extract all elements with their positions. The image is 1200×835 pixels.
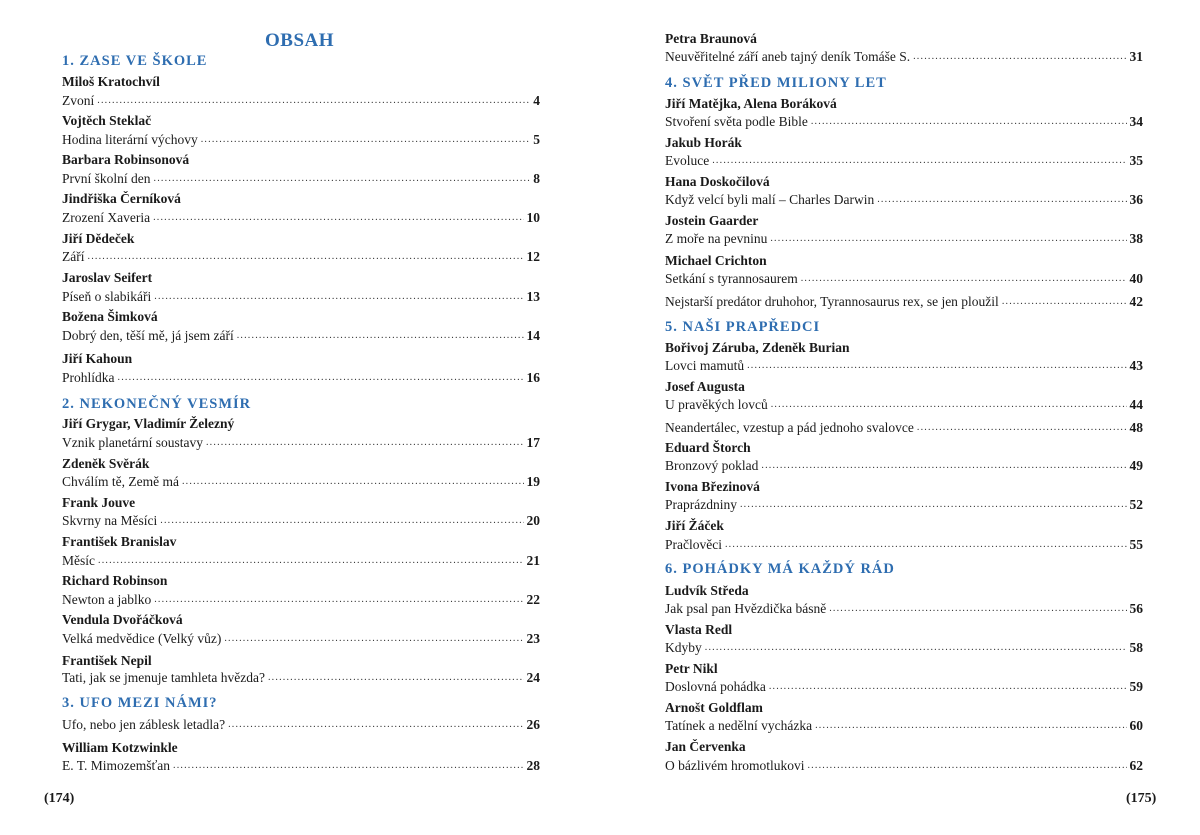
toc-entry [665, 497, 1143, 513]
author-name: Jaroslav Seifert [62, 270, 153, 285]
toc-entry [665, 49, 1143, 65]
author-name: Vojtěch Steklač [62, 113, 152, 128]
toc-entry [62, 435, 540, 451]
dot-leader [206, 435, 524, 451]
page-number-left: (174) [44, 791, 75, 806]
entry-page-number: 34 [1129, 114, 1143, 129]
toc-entry [665, 271, 1143, 287]
section-heading: 2. NEKONEČNÝ VESMÍR [62, 396, 252, 412]
toc-entry [665, 420, 1143, 436]
toc-entry [62, 592, 540, 608]
entry-title: Stvoření světa podle Bible [665, 114, 808, 129]
entry-title: Neandertálec, vzestup a pád jednoho svalovce [665, 420, 914, 435]
section-heading: 3. UFO MEZI NÁMI? [62, 695, 218, 711]
entry-page-number: 38 [1129, 231, 1143, 246]
dot-leader [877, 192, 1126, 208]
entry-page-number: 40 [1129, 271, 1143, 286]
author-name: Jiří Žáček [665, 518, 724, 533]
dot-leader [771, 397, 1127, 413]
toc-entry [665, 294, 1143, 310]
toc-entry [665, 640, 1143, 656]
toc-entry [665, 114, 1143, 130]
entry-page-number: 13 [526, 289, 540, 304]
toc-entry [62, 370, 540, 386]
toc-entry [665, 192, 1143, 208]
dot-leader [224, 631, 523, 647]
entry-page-number: 35 [1129, 153, 1143, 168]
author-name: Eduard Štorch [665, 440, 751, 455]
author-name: Frank Jouve [62, 495, 136, 510]
entry-page-number: 62 [1129, 758, 1143, 773]
entry-page-number: 8 [533, 171, 540, 186]
entry-title: Tatínek a nedělní vycházka [665, 718, 813, 733]
entry-page-number: 60 [1129, 718, 1143, 733]
dot-leader [228, 717, 523, 733]
toc-entry [62, 210, 540, 226]
section-heading: 4. SVĚT PŘED MILIONY LET [665, 75, 887, 91]
author-name: Petr Nikl [665, 661, 718, 676]
toc-entry [665, 718, 1143, 734]
entry-page-number: 20 [526, 513, 540, 528]
toc-entry [665, 758, 1143, 774]
section-heading: 6. POHÁDKY MÁ KAŽDÝ RÁD [665, 561, 895, 577]
entry-title: Jak psal pan Hvězdička básně [665, 601, 827, 616]
dot-leader [237, 328, 524, 344]
entry-title: Vznik planetární soustavy [62, 435, 203, 450]
entry-title: Doslovná pohádka [665, 679, 766, 694]
entry-page-number: 44 [1129, 397, 1143, 412]
entry-title: Lovci mamutů [665, 358, 745, 373]
dot-leader [705, 640, 1127, 656]
entry-title: Zrození Xaveria [62, 210, 151, 225]
author-name: Barbara Robinsonová [62, 152, 190, 167]
dot-leader [740, 497, 1127, 513]
entry-page-number: 10 [526, 210, 540, 225]
entry-page-number: 12 [526, 249, 540, 264]
entry-page-number: 24 [526, 670, 540, 685]
author-name: František Branislav [62, 534, 177, 549]
entry-page-number: 26 [526, 717, 540, 732]
entry-page-number: 36 [1129, 192, 1143, 207]
toc-entry [62, 93, 540, 109]
page-number-right: (175) [1126, 791, 1157, 806]
author-name: Jiří Grygar, Vladimír Železný [62, 416, 235, 431]
author-name: Jiří Kahoun [62, 351, 133, 366]
toc-entry [665, 153, 1143, 169]
dot-leader [118, 370, 524, 386]
dot-leader [747, 358, 1126, 374]
author-name: Petra Braunová [665, 31, 757, 46]
toc-entry [665, 601, 1143, 617]
dot-leader [88, 249, 524, 265]
dot-leader [153, 210, 523, 226]
toc-entry [62, 670, 540, 686]
entry-title: Bronzový poklad [665, 458, 759, 473]
entry-page-number: 49 [1129, 458, 1143, 473]
entry-title: Dobrý den, těší mě, já jsem září [62, 328, 234, 343]
entry-title: Září [62, 249, 85, 264]
toc-entry [62, 132, 540, 148]
entry-title: Kdyby [665, 640, 702, 655]
entry-title: U pravěkých lovců [665, 397, 768, 412]
entry-page-number: 31 [1129, 49, 1143, 64]
author-name: Božena Šimková [62, 309, 158, 324]
dot-leader [807, 758, 1126, 774]
author-name: Bořivoj Záruba, Zdeněk Burian [665, 340, 850, 355]
dot-leader [173, 758, 524, 774]
entry-title: O bázlivém hromotlukovi [665, 758, 805, 773]
entry-title: Tati, jak se jmenuje tamhleta hvězda? [62, 670, 265, 685]
entry-page-number: 19 [526, 474, 540, 489]
dot-leader [917, 420, 1127, 436]
toc-entry [665, 679, 1143, 695]
entry-title: Nejstarší predátor druhohor, Tyrannosaurus rex, se jen ploužil [665, 294, 999, 309]
entry-page-number: 59 [1129, 679, 1143, 694]
entry-title: Skvrny na Měsíci [62, 513, 158, 528]
toc-entry [62, 758, 540, 774]
entry-page-number: 21 [526, 553, 540, 568]
dot-leader [769, 679, 1127, 695]
entry-page-number: 48 [1129, 420, 1143, 435]
entry-page-number: 14 [526, 328, 540, 343]
entry-title: E. T. Mimozemšťan [62, 758, 170, 773]
dot-leader [154, 171, 531, 187]
dot-leader [913, 49, 1126, 65]
entry-title: Pračlověci [665, 537, 722, 552]
entry-title: Ufo, nebo jen záblesk letadla? [62, 717, 226, 732]
author-name: Josef Augusta [665, 379, 745, 394]
author-name: Jostein Gaarder [665, 213, 759, 228]
entry-title: Setkání s tyrannosaurem [665, 271, 798, 286]
author-name: Vlasta Redl [665, 622, 733, 637]
author-name: Jindřiška Černíková [62, 191, 181, 206]
entry-page-number: 4 [533, 93, 540, 108]
author-name: Jakub Horák [665, 135, 742, 150]
author-name: Richard Robinson [62, 573, 168, 588]
toc-entry [62, 631, 540, 647]
entry-title: Hodina literární výchovy [62, 132, 198, 147]
toc-entry [665, 231, 1143, 247]
dot-leader [160, 513, 523, 529]
toc-entry [62, 289, 540, 305]
entry-page-number: 22 [526, 592, 540, 607]
dot-leader [201, 132, 531, 148]
entry-page-number: 28 [526, 758, 540, 773]
entry-page-number: 43 [1129, 358, 1143, 373]
author-name: Jan Červenka [665, 739, 746, 754]
entry-title: Zvoní [62, 93, 95, 108]
toc-entry [665, 537, 1143, 553]
toc-entry [62, 717, 540, 733]
entry-page-number: 42 [1129, 294, 1143, 309]
dot-leader [761, 458, 1126, 474]
entry-title: Měsíc [62, 553, 95, 568]
toc-entry [665, 458, 1143, 474]
author-name: Hana Doskočilová [665, 174, 770, 189]
dot-leader [801, 271, 1127, 287]
dot-leader [725, 537, 1127, 553]
toc-entry [62, 171, 540, 187]
entry-page-number: 23 [526, 631, 540, 646]
entry-page-number: 52 [1129, 497, 1143, 512]
toc-entry [62, 553, 540, 569]
toc-entry [62, 249, 540, 265]
entry-page-number: 58 [1129, 640, 1143, 655]
entry-page-number: 56 [1129, 601, 1143, 616]
author-name: Jiří Dědeček [62, 231, 135, 246]
dot-leader [97, 93, 530, 109]
dot-leader [712, 153, 1126, 169]
toc-entry [665, 397, 1143, 413]
toc-entry [62, 328, 540, 344]
author-name: Arnošt Goldflam [665, 700, 763, 715]
entry-title: První školní den [62, 171, 151, 186]
author-name: Miloš Kratochvíl [62, 74, 160, 89]
dot-leader [1002, 294, 1127, 310]
entry-title: Prohlídka [62, 370, 115, 385]
toc-entry [62, 513, 540, 529]
author-name: Michael Crichton [665, 253, 767, 268]
entry-title: Velká medvědice (Velký vůz) [62, 631, 222, 646]
author-name: Ludvík Středa [665, 583, 749, 598]
author-name: William Kotzwinkle [62, 740, 178, 755]
dot-leader [182, 474, 524, 490]
author-name: Zdeněk Svěrák [62, 456, 150, 471]
entry-title: Z moře na pevninu [665, 231, 768, 246]
section-heading: 1. ZASE VE ŠKOLE [62, 53, 208, 69]
author-name: František Nepil [62, 653, 152, 668]
entry-title: Newton a jablko [62, 592, 152, 607]
toc-entry [62, 474, 540, 490]
dot-leader [811, 114, 1127, 130]
entry-title: Evoluce [665, 153, 710, 168]
entry-page-number: 55 [1129, 537, 1143, 552]
dot-leader [268, 670, 524, 686]
entry-title: Neuvěřitelné září aneb tajný deník Tomáše S. [665, 49, 911, 64]
author-name: Ivona Březinová [665, 479, 760, 494]
entry-page-number: 17 [526, 435, 540, 450]
page-title: OBSAH [265, 30, 335, 51]
toc-entry [665, 358, 1143, 374]
dot-leader [829, 601, 1126, 617]
entry-page-number: 16 [526, 370, 540, 385]
entry-title: Když velcí byli malí – Charles Darwin [665, 192, 875, 207]
dot-leader [770, 231, 1126, 247]
author-name: Jiří Matějka, Alena Boráková [665, 96, 837, 111]
dot-leader [98, 553, 524, 569]
dot-leader [154, 289, 523, 305]
dot-leader [815, 718, 1126, 734]
section-heading: 5. NAŠI PRAPŘEDCI [665, 319, 821, 335]
entry-page-number: 5 [533, 132, 540, 147]
author-name: Vendula Dvořáčková [62, 612, 183, 627]
entry-title: Píseň o slabikáři [62, 289, 152, 304]
entry-title: Praprázdniny [665, 497, 737, 512]
entry-title: Chválím tě, Země má [62, 474, 179, 489]
dot-leader [154, 592, 523, 608]
